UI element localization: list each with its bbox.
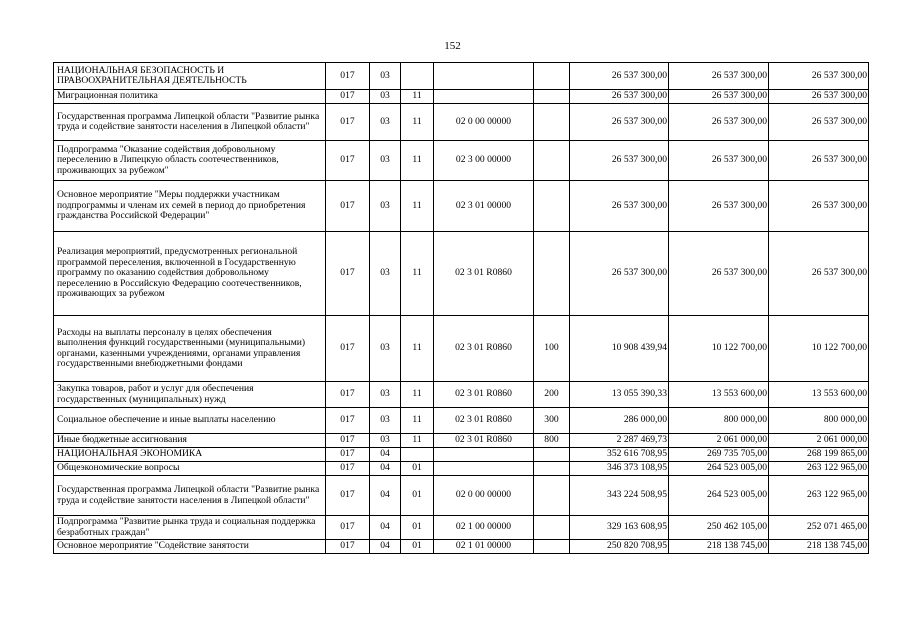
row-name-cell: Иные бюджетные ассигнования [54,434,326,448]
ved-code-cell: 017 [326,476,370,516]
ved-code-cell: 017 [326,462,370,476]
amount-col2-cell: 26 537 300,00 [669,104,769,141]
amount-col3-cell: 800 000,00 [769,408,869,434]
amount-col3-cell: 268 199 865,00 [769,448,869,462]
amount-col3-cell: 26 537 300,00 [769,141,869,181]
amount-col3-cell: 26 537 300,00 [769,90,869,104]
amount-col2-cell: 26 537 300,00 [669,141,769,181]
budget-table [53,62,869,554]
amount-col2-cell: 26 537 300,00 [669,181,769,232]
section-code-cell: 03 [370,316,401,382]
target-article-cell: 02 3 01 R0860 [434,316,534,382]
section-code-cell: 03 [370,90,401,104]
ved-code-cell: 017 [326,90,370,104]
subsection-code-cell: 01 [401,462,434,476]
table-row [54,63,869,90]
target-article-cell: 02 0 00 00000 [434,104,534,141]
target-article-cell: 02 3 01 R0860 [434,408,534,434]
expense-type-cell [534,181,570,232]
table-row [54,434,869,448]
subsection-code-cell: 01 [401,540,434,554]
amount-col2-cell: 26 537 300,00 [669,232,769,316]
amount-col2-cell: 269 735 705,00 [669,448,769,462]
amount-col1-cell: 343 224 508,95 [570,476,669,516]
section-code-cell: 03 [370,382,401,408]
row-name-cell: НАЦИОНАЛЬНАЯ ЭКОНОМИКА [54,448,326,462]
amount-col1-cell: 329 163 608,95 [570,516,669,540]
section-code-cell: 03 [370,232,401,316]
amount-col1-cell: 26 537 300,00 [570,181,669,232]
target-article-cell: 02 1 01 00000 [434,540,534,554]
row-name-cell: Закупка товаров, работ и услуг для обеспечения государственных (муниципальных) нужд [54,382,326,408]
amount-col1-cell: 13 055 390,33 [570,382,669,408]
expense-type-cell [534,232,570,316]
target-article-cell: 02 3 01 R0860 [434,232,534,316]
section-code-cell: 03 [370,181,401,232]
amount-col2-cell: 800 000,00 [669,408,769,434]
ved-code-cell: 017 [326,408,370,434]
subsection-code-cell: 11 [401,104,434,141]
ved-code-cell: 017 [326,448,370,462]
target-article-cell: 02 3 01 00000 [434,181,534,232]
amount-col3-cell: 252 071 465,00 [769,516,869,540]
amount-col2-cell: 13 553 600,00 [669,382,769,408]
amount-col1-cell: 26 537 300,00 [570,104,669,141]
amount-col3-cell: 13 553 600,00 [769,382,869,408]
amount-col3-cell: 2 061 000,00 [769,434,869,448]
expense-type-cell [534,462,570,476]
amount-col2-cell: 2 061 000,00 [669,434,769,448]
ved-code-cell: 017 [326,382,370,408]
expense-type-cell: 100 [534,316,570,382]
subsection-code-cell: 11 [401,434,434,448]
target-article-cell [434,90,534,104]
target-article-cell [434,462,534,476]
table-row [54,476,869,516]
target-article-cell: 02 1 00 00000 [434,516,534,540]
table-row [54,90,869,104]
row-name-cell: Расходы на выплаты персоналу в целях обеспечения выполнения функций государственными (муниципальными) органами, казенными учреждениями, органами управления государственными внебюджетными фондами [54,316,326,382]
section-code-cell: 04 [370,540,401,554]
table-row [54,448,869,462]
amount-col2-cell: 10 122 700,00 [669,316,769,382]
row-name-cell: Подпрограмма "Развитие рынка труда и социальная поддержка безработных граждан" [54,516,326,540]
amount-col3-cell: 26 537 300,00 [769,104,869,141]
amount-col1-cell: 26 537 300,00 [570,63,669,90]
row-name-cell: Миграционная политика [54,90,326,104]
subsection-code-cell: 01 [401,516,434,540]
table-row [54,181,869,232]
amount-col1-cell: 26 537 300,00 [570,141,669,181]
subsection-code-cell: 11 [401,382,434,408]
expense-type-cell [534,141,570,181]
table-row [54,516,869,540]
expense-type-cell [534,476,570,516]
subsection-code-cell: 11 [401,408,434,434]
table-row [54,408,869,434]
amount-col2-cell: 218 138 745,00 [669,540,769,554]
ved-code-cell: 017 [326,181,370,232]
ved-code-cell: 017 [326,316,370,382]
amount-col1-cell: 26 537 300,00 [570,232,669,316]
amount-col3-cell: 218 138 745,00 [769,540,869,554]
row-name-cell: Общеэкономические вопросы [54,462,326,476]
amount-col2-cell: 264 523 005,00 [669,476,769,516]
table-row [54,462,869,476]
table-body [54,63,869,554]
ved-code-cell: 017 [326,434,370,448]
ved-code-cell: 017 [326,516,370,540]
ved-code-cell: 017 [326,141,370,181]
subsection-code-cell: 11 [401,141,434,181]
ved-code-cell: 017 [326,104,370,141]
section-code-cell: 03 [370,104,401,141]
subsection-code-cell: 11 [401,232,434,316]
ved-code-cell: 017 [326,232,370,316]
amount-col2-cell: 250 462 105,00 [669,516,769,540]
section-code-cell: 04 [370,476,401,516]
amount-col2-cell: 26 537 300,00 [669,90,769,104]
row-name-cell: Подпрограмма "Оказание содействия добровольному переселению в Липецкую область соотечественников, проживающих за рубежом" [54,141,326,181]
table-row [54,316,869,382]
section-code-cell: 04 [370,462,401,476]
table-row [54,104,869,141]
subsection-code-cell: 01 [401,476,434,516]
section-code-cell: 04 [370,516,401,540]
subsection-code-cell [401,448,434,462]
amount-col1-cell: 352 616 708,95 [570,448,669,462]
row-name-cell: Реализация мероприятий, предусмотренных региональной программой переселения, включенной в Государственную программу по оказанию содействия добровольному переселению в Российскую Федерацию соотечественников, проживающих за рубежом [54,232,326,316]
amount-col1-cell: 10 908 439,94 [570,316,669,382]
row-name-cell: НАЦИОНАЛЬНАЯ БЕЗОПАСНОСТЬ И ПРАВООХРАНИТЕЛЬНАЯ ДЕЯТЕЛЬНОСТЬ [54,63,326,90]
amount-col3-cell: 10 122 700,00 [769,316,869,382]
amount-col1-cell: 2 287 469,73 [570,434,669,448]
expense-type-cell [534,90,570,104]
expense-type-cell [534,63,570,90]
amount-col2-cell: 26 537 300,00 [669,63,769,90]
expense-type-cell [534,540,570,554]
table-row [54,141,869,181]
expense-type-cell: 200 [534,382,570,408]
expense-type-cell: 300 [534,408,570,434]
amount-col3-cell: 26 537 300,00 [769,63,869,90]
amount-col1-cell: 26 537 300,00 [570,90,669,104]
row-name-cell: Основное мероприятие "Меры поддержки участникам подпрограммы и членам их семей в период до приобретения гражданства Российской Федерации" [54,181,326,232]
amount-col1-cell: 250 820 708,95 [570,540,669,554]
section-code-cell: 04 [370,448,401,462]
amount-col2-cell: 264 523 005,00 [669,462,769,476]
ved-code-cell: 017 [326,63,370,90]
target-article-cell: 02 3 01 R0860 [434,434,534,448]
amount-col1-cell: 346 373 108,95 [570,462,669,476]
table-row [54,382,869,408]
expense-type-cell: 800 [534,434,570,448]
row-name-cell: Государственная программа Липецкой области "Развитие рынка труда и содействие занятости населения в Липецкой области" [54,104,326,141]
expense-type-cell [534,104,570,141]
amount-col3-cell: 26 537 300,00 [769,181,869,232]
subsection-code-cell: 11 [401,316,434,382]
section-code-cell: 03 [370,434,401,448]
row-name-cell: Основное мероприятие "Содействие занятости [54,540,326,554]
amount-col3-cell: 26 537 300,00 [769,232,869,316]
subsection-code-cell: 11 [401,90,434,104]
subsection-code-cell: 11 [401,181,434,232]
target-article-cell [434,63,534,90]
amount-col3-cell: 263 122 965,00 [769,462,869,476]
ved-code-cell: 017 [326,540,370,554]
expense-type-cell [534,516,570,540]
target-article-cell: 02 3 01 R0860 [434,382,534,408]
target-article-cell: 02 3 00 00000 [434,141,534,181]
row-name-cell: Социальное обеспечение и иные выплаты населению [54,408,326,434]
section-code-cell: 03 [370,408,401,434]
amount-col1-cell: 286 000,00 [570,408,669,434]
row-name-cell: Государственная программа Липецкой области "Развитие рынка труда и содействие занятости населения в Липецкой области" [54,476,326,516]
target-article-cell: 02 0 00 00000 [434,476,534,516]
target-article-cell [434,448,534,462]
subsection-code-cell [401,63,434,90]
section-code-cell: 03 [370,63,401,90]
section-code-cell: 03 [370,141,401,181]
page-number: 152 [444,40,461,52]
amount-col3-cell: 263 122 965,00 [769,476,869,516]
table-row [54,540,869,554]
table-row [54,232,869,316]
expense-type-cell [534,448,570,462]
